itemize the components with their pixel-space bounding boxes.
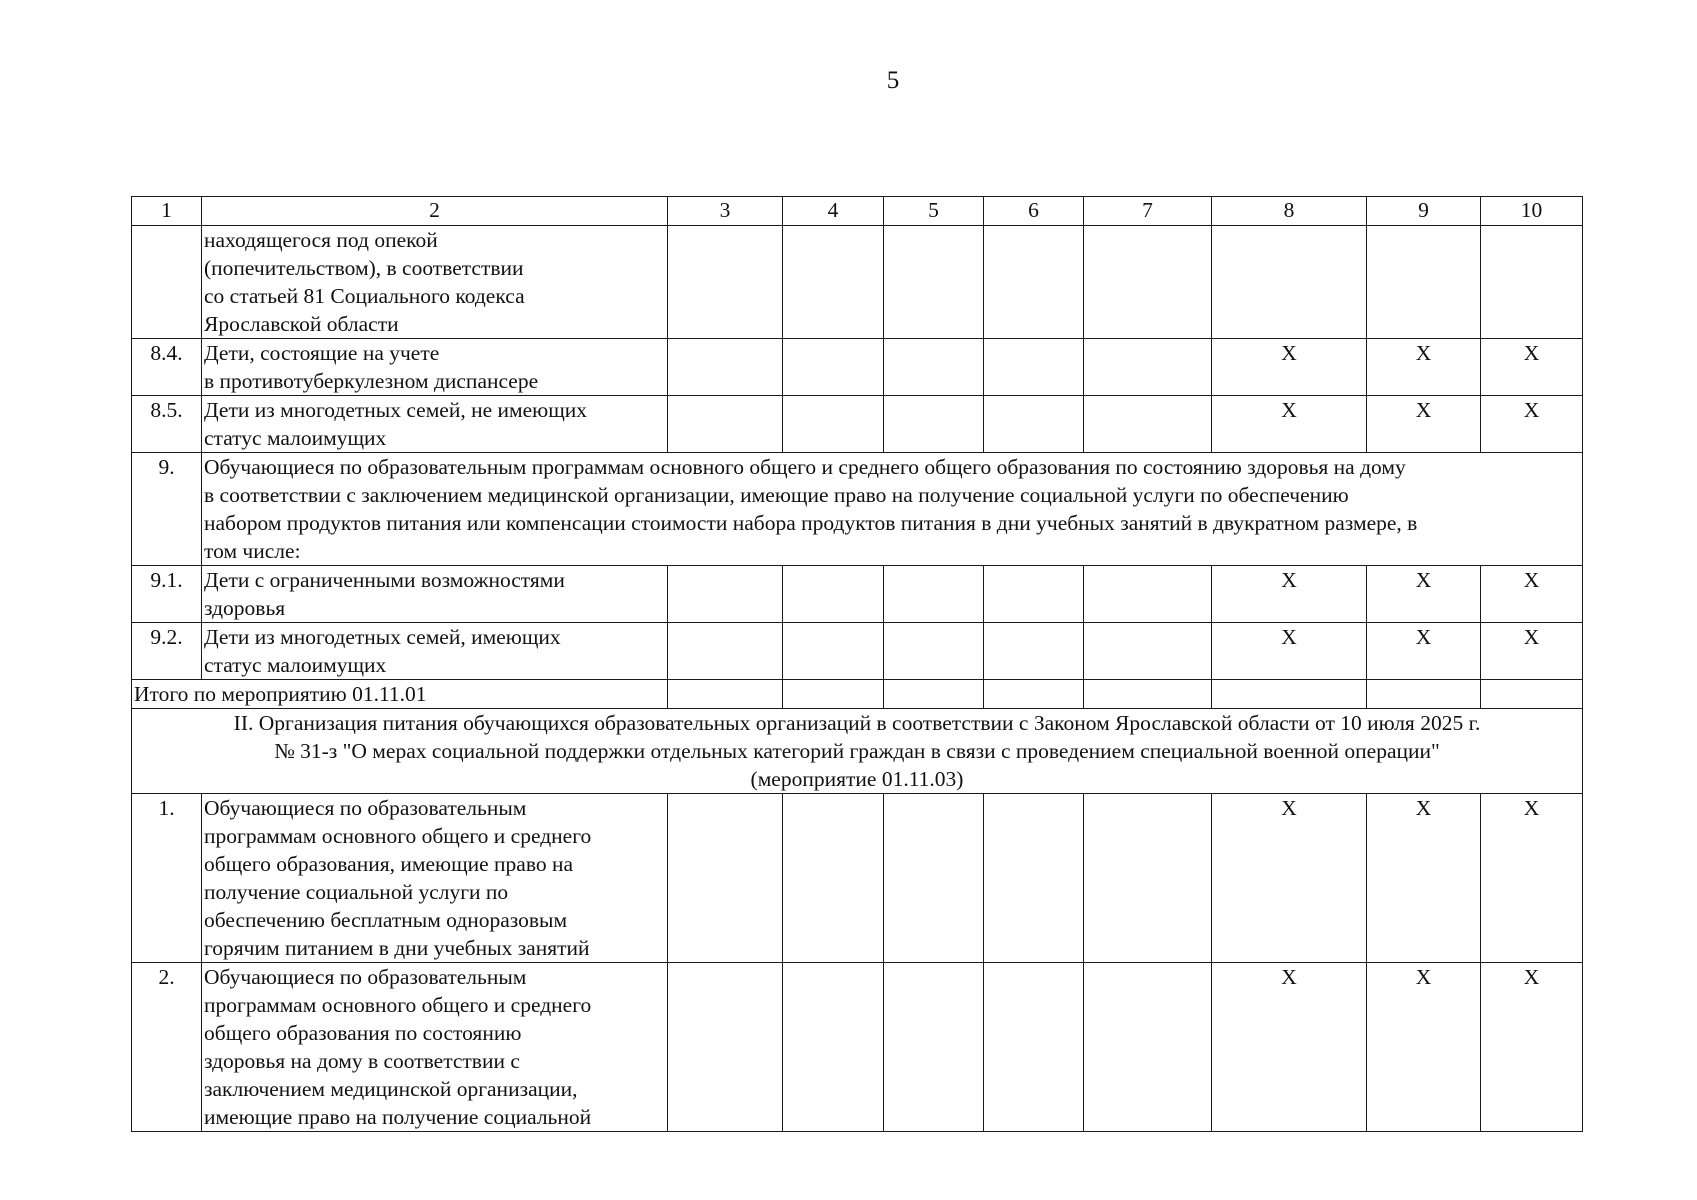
header-cell: 9: [1367, 197, 1481, 226]
row-number: 1.: [132, 794, 202, 963]
table-row: [132, 396, 1583, 453]
cell-col9: X: [1367, 794, 1481, 963]
row-number: [132, 226, 202, 339]
table-row: [132, 339, 1583, 396]
header-cell: 5: [884, 197, 984, 226]
cell-col10: X: [1481, 794, 1583, 963]
total-row: [132, 680, 1583, 709]
header-cell: 1: [132, 197, 202, 226]
row-number: 8.5.: [132, 396, 202, 453]
table-row: [132, 794, 1583, 963]
cell-col10: X: [1481, 396, 1583, 453]
section-title-row: [132, 709, 1583, 794]
row-number: 9.: [132, 453, 202, 566]
section-title: II. Организация питания обучающихся образовательных организаций в соответствии с Законом Ярославской области от 10 июля 2025 г. № 31-з "О мерах социальной поддержки отдельных категорий граждан в связи с проведением специальной военной операции" (мероприятие 01.11.03): [132, 709, 1583, 794]
cell-col8: X: [1212, 566, 1367, 623]
cell-col8: X: [1212, 339, 1367, 396]
header-cell: 8: [1212, 197, 1367, 226]
cell-col9: X: [1367, 963, 1481, 1132]
header-cell: 7: [1084, 197, 1212, 226]
header-cell: 10: [1481, 197, 1583, 226]
row-category: Обучающиеся по образовательным программам основного общего и среднего общего образования по состоянию здоровья на дому в соответствии с заключением медицинской организации, имеющие право на получение социальной: [202, 963, 668, 1132]
row-category-wide: Обучающиеся по образовательным программам основного общего и среднего общего образования по состоянию здоровья на дому в соответствии с заключением медицинской организации, имеющие право на получение социальной услуги по обеспечению набором продуктов питания или компенсации стоимости набора продуктов питания в дни учебных занятий в двукратном размере, в том числе:: [202, 453, 1583, 566]
header-cell: 2: [202, 197, 668, 226]
table-row: [132, 963, 1583, 1132]
table-header-row: [132, 197, 1583, 226]
cell-col9: X: [1367, 396, 1481, 453]
table-row: [132, 453, 1583, 566]
row-category: Дети с ограниченными возможностями здоровья: [202, 566, 668, 623]
header-cell: 6: [984, 197, 1084, 226]
cell-col10: X: [1481, 623, 1583, 680]
cell-col10: X: [1481, 566, 1583, 623]
total-label: Итого по мероприятию 01.11.01: [132, 680, 668, 709]
row-number: 9.2.: [132, 623, 202, 680]
row-number: 2.: [132, 963, 202, 1132]
cell-col9: X: [1367, 339, 1481, 396]
header-cell: 4: [783, 197, 884, 226]
cell-col8: X: [1212, 396, 1367, 453]
table-row: [132, 226, 1583, 339]
table-row: [132, 566, 1583, 623]
row-category: Обучающиеся по образовательным программам основного общего и среднего общего образования, имеющие право на получение социальной услуги по обеспечению бесплатным одноразовым горячим питанием в дни учебных занятий: [202, 794, 668, 963]
budget-table: [131, 196, 1583, 1132]
row-category: находящегося под опекой (попечительством), в соответствии со статьей 81 Социального кодекса Ярославской области: [202, 226, 668, 339]
cell-col10: [1481, 226, 1583, 339]
cell-col8: X: [1212, 963, 1367, 1132]
cell-col10: X: [1481, 963, 1583, 1132]
row-number: 9.1.: [132, 566, 202, 623]
cell-col8: X: [1212, 623, 1367, 680]
row-category: Дети, состоящие на учете в противотуберкулезном диспансере: [202, 339, 668, 396]
cell-col9: [1367, 226, 1481, 339]
row-number: 8.4.: [132, 339, 202, 396]
cell-col9: X: [1367, 566, 1481, 623]
table-row: [132, 623, 1583, 680]
cell-col8: [1212, 226, 1367, 339]
cell-col10: X: [1481, 339, 1583, 396]
page-number: 5: [886, 67, 900, 94]
cell-col9: X: [1367, 623, 1481, 680]
row-category: Дети из многодетных семей, имеющих статус малоимущих: [202, 623, 668, 680]
cell-col8: X: [1212, 794, 1367, 963]
header-cell: 3: [668, 197, 783, 226]
row-category: Дети из многодетных семей, не имеющих статус малоимущих: [202, 396, 668, 453]
